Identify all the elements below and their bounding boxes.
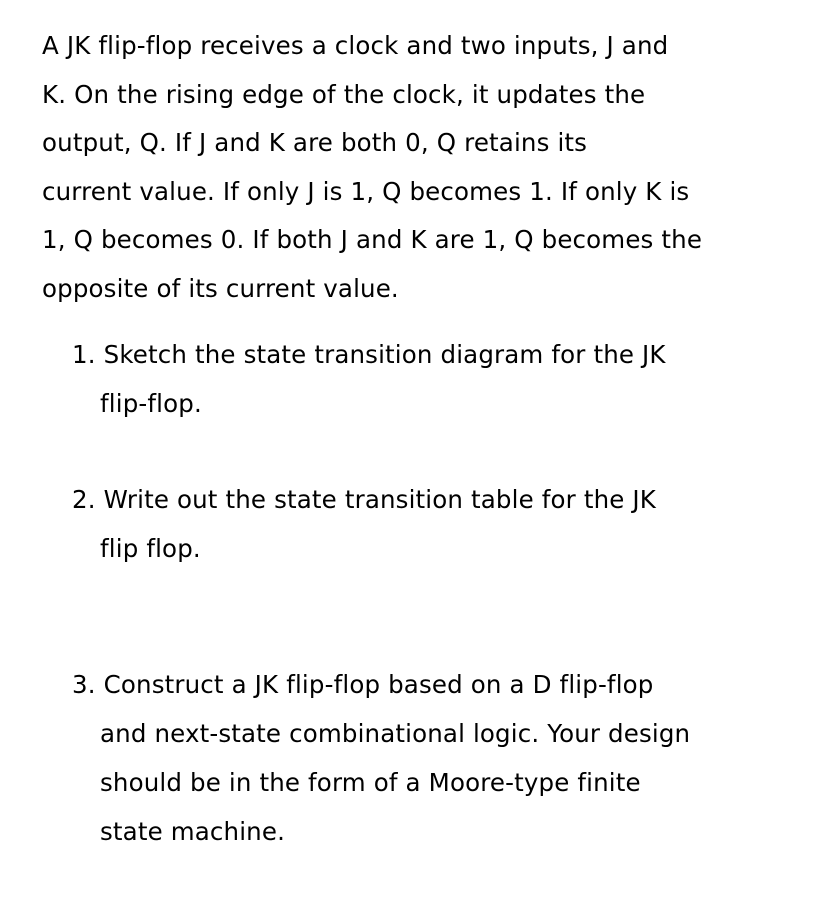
- problem-statement-line: A JK flip-flop receives a clock and two inputs, J and: [42, 31, 669, 60]
- problem-statement-line: 1, Q becomes 0. If both J and K are 1, Q becomes the: [42, 225, 703, 254]
- question-3-line: and next-state combinational logic. Your design: [100, 719, 691, 748]
- question-3-line: state machine.: [100, 817, 286, 846]
- question-2-line: flip flop.: [100, 534, 201, 563]
- problem-statement: [42, 22, 782, 313]
- question-1-line: 1. Sketch the state transition diagram for the JK: [72, 340, 666, 369]
- question-3: [72, 660, 772, 856]
- question-1-line: flip-flop.: [100, 389, 202, 418]
- problem-statement-line: current value. If only J is 1, Q becomes 1. If only K is: [42, 176, 690, 206]
- problem-statement-line: output, Q. If J and K are both 0, Q retains its: [42, 128, 588, 157]
- question-2-line: 2. Write out the state transition table for the JK: [72, 485, 657, 514]
- question-2: [72, 475, 772, 573]
- problem-statement-line: opposite of its current value.: [42, 273, 399, 303]
- problem-statement-line: K. On the rising edge of the clock, it updates the: [42, 79, 646, 109]
- question-1: [72, 330, 772, 428]
- question-3-line: should be in the form of a Moore-type finite: [100, 768, 641, 797]
- question-3-line: 3. Construct a JK flip-flop based on a D flip-flop: [72, 670, 654, 699]
